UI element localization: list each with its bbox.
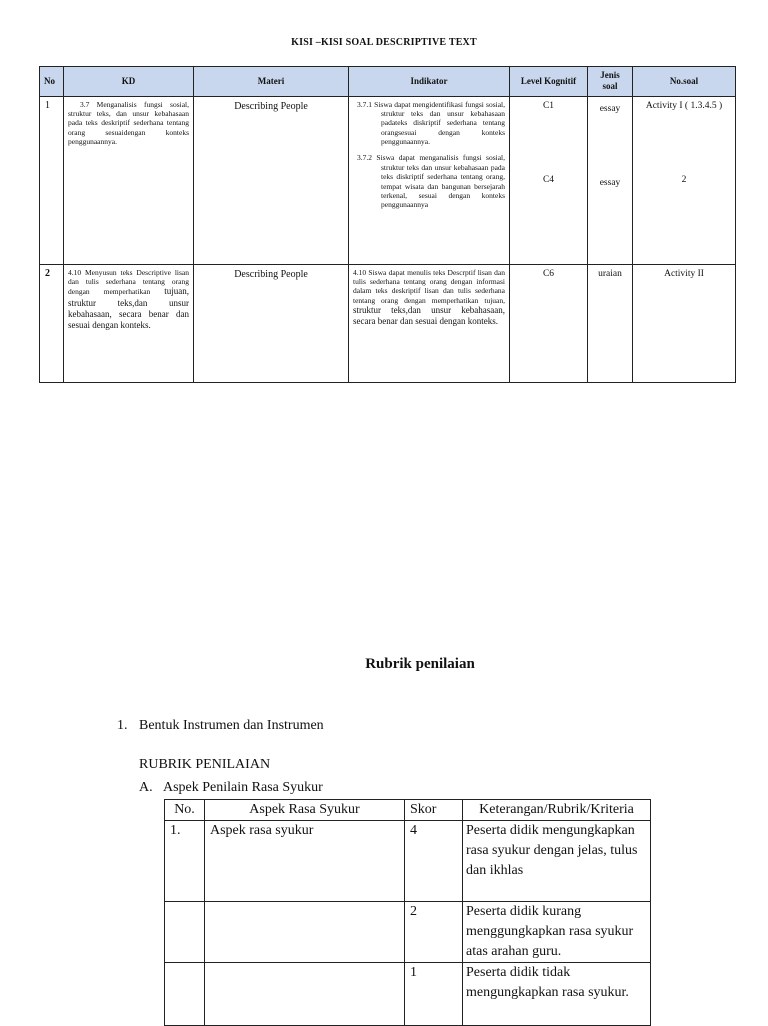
cell-keterangan: Peserta didik mengungkapkan rasa syukur dengan jelas, tulus dan ikhlas xyxy=(463,821,651,902)
jenis-value: essay xyxy=(599,178,621,189)
cell-aspek xyxy=(205,902,405,963)
row-nosoal xyxy=(633,96,736,264)
cell-skor: 1 xyxy=(405,963,463,1026)
col-header-jenis: Jenis soal xyxy=(588,67,633,97)
row-kd: 3.7 Menganalisis fungsi sosial, struktur teks, dan unsur kebahasaan pada teks deskriptif sederhana tentang orang sesuaidengan konteks penggunaannya. xyxy=(64,96,194,264)
row-indikator xyxy=(349,264,510,382)
table-row xyxy=(165,902,651,963)
cell-aspek xyxy=(205,963,405,1026)
cell-no xyxy=(165,963,205,1026)
col-header-no: No. xyxy=(165,800,205,821)
numbered-list-item xyxy=(117,718,324,734)
row-jenis xyxy=(588,96,633,264)
table-row xyxy=(165,963,651,1026)
indikator-text: 4.10 Siswa dapat menulis teks Descrptif lisan dan tulis sederhana tentang orang dengan informasi dalam teks deskriptif lisan dan tulis sederhana tentang orang dengan memperhatikan tujuan, xyxy=(353,267,505,305)
kisi-soal-table xyxy=(39,66,736,383)
col-header-skor: Skor xyxy=(405,800,463,821)
row-nosoal: Activity II xyxy=(633,264,736,382)
level-value: C4 xyxy=(542,175,555,186)
section-letter: A. xyxy=(139,780,153,795)
cell-no: 1. xyxy=(165,821,205,902)
row-materi: Describing People xyxy=(194,264,349,382)
rubrik-header-row xyxy=(165,800,651,821)
row-level xyxy=(510,96,588,264)
kd-text: 4.10 Menyusun teks Descriptive lisan dan tulis sederhana tentang orang dengan memperhatikan xyxy=(68,267,189,297)
row-kd xyxy=(64,264,194,382)
row-indikator xyxy=(349,96,510,264)
col-header-indikator: Indikator xyxy=(349,67,510,97)
cell-aspek: Aspek rasa syukur xyxy=(205,821,405,902)
nosoal-value: 2 xyxy=(681,175,687,186)
col-header-level: Level Kognitif xyxy=(510,67,588,97)
col-header-materi: Materi xyxy=(194,67,349,97)
col-header-no: No xyxy=(40,67,64,97)
document-title: KISI –KISI SOAL DESCRIPTIVE TEXT xyxy=(291,37,477,48)
jenis-value: essay xyxy=(599,103,621,114)
row-jenis: uraian xyxy=(588,264,633,382)
col-header-kd: KD xyxy=(64,67,194,97)
kisi-header-row xyxy=(40,67,736,97)
list-text: Bentuk Instrumen dan Instrumen xyxy=(139,718,324,733)
row-level: C6 xyxy=(510,264,588,382)
cell-skor: 4 xyxy=(405,821,463,902)
col-header-nosoal: No.soal xyxy=(633,67,736,97)
nosoal-value: Activity I ( 1.3.4.5 ) xyxy=(645,100,723,111)
level-value: C1 xyxy=(542,100,555,111)
section-heading xyxy=(139,780,323,796)
table-row xyxy=(165,821,651,902)
row-no: 2 xyxy=(40,264,64,382)
rubrik-title: Rubrik penilaian xyxy=(365,656,475,672)
indikator-item: 3.7.2 Siswa dapat menganalisis fungsi sosial, struktur teks dan unsur kebahasaan pada teks diskriptif sederhana tentang orang, tempat wisata dan bangunan bersejarah terkenal, sesuai dengan konteks penggunaannya xyxy=(357,153,505,210)
list-number: 1. xyxy=(117,718,128,733)
indikator-item: 3.7.1 Siswa dapat mengidentifikasi fungsi sosial, struktur teks dan unsur kebahasaan padateks diskriptif sederhana tentang orangsesuai dengan konteks penggunaannya. xyxy=(357,99,505,146)
rubrik-subtitle: RUBRIK PENILAIAN xyxy=(139,757,271,772)
cell-keterangan: Peserta didik kurang menggungkapkan rasa syukur atas arahan guru. xyxy=(463,902,651,963)
col-header-aspek: Aspek Rasa Syukur xyxy=(205,800,405,821)
section-title: Aspek Penilain Rasa Syukur xyxy=(163,780,323,795)
col-header-keterangan: Keterangan/Rubrik/Kriteria xyxy=(463,800,651,821)
cell-skor: 2 xyxy=(405,902,463,963)
indikator-text-large: struktur teks,dan unsur kebahasaan, secara benar dan sesuai dengan konteks. xyxy=(353,305,505,327)
table-row xyxy=(40,264,736,382)
rubrik-table xyxy=(164,799,651,1026)
kd-text-large: tujuan, struktur teks,dan unsur kebahasaan, secara benar dan sesuai dengan konteks. xyxy=(68,286,189,330)
row-no: 1 xyxy=(40,96,64,264)
cell-keterangan: Peserta didik tidak mengungkapkan rasa syukur. xyxy=(463,963,651,1026)
row-materi: Describing People xyxy=(194,96,349,264)
cell-no xyxy=(165,902,205,963)
table-row xyxy=(40,96,736,264)
